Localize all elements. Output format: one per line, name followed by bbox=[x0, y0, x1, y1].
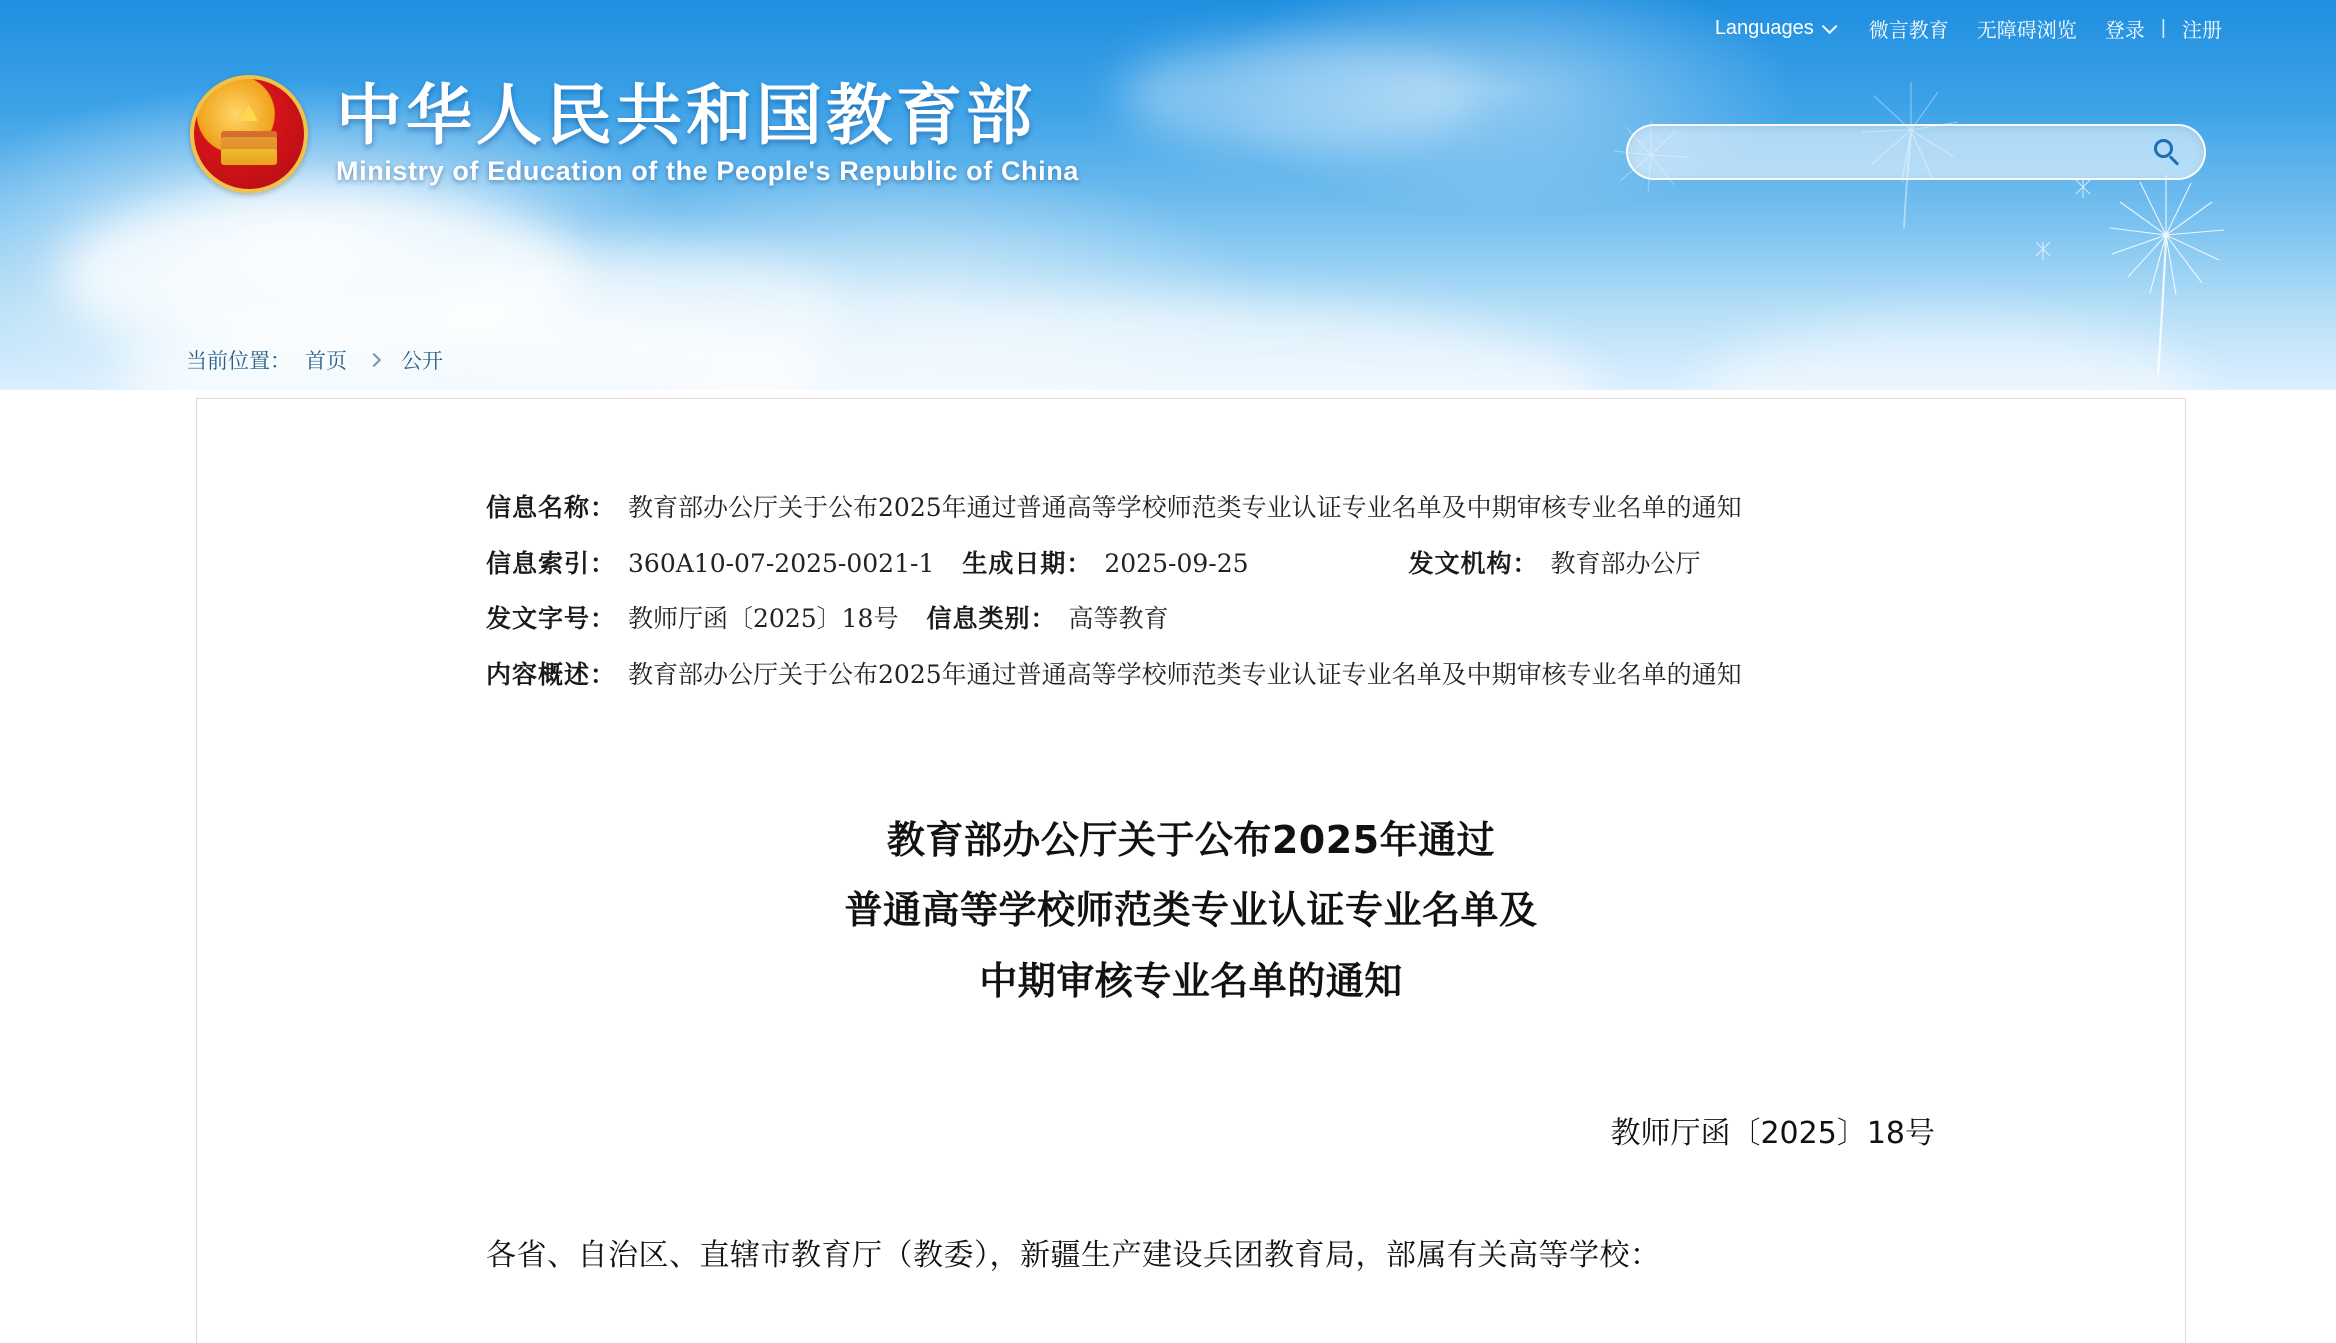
meta-label-category: 信息类别： bbox=[926, 604, 1057, 633]
national-emblem-icon bbox=[190, 75, 308, 193]
chevron-right-icon bbox=[367, 353, 381, 367]
breadcrumb-item-home[interactable]: 首页 bbox=[305, 349, 347, 373]
document-metadata bbox=[486, 399, 1896, 693]
meta-label-index: 信息索引： bbox=[486, 548, 617, 578]
document-salutation: 各省、自治区、直辖市教育厅（教委），新疆生产建设兵团教育局，部属有关高等学校： bbox=[486, 1237, 1661, 1273]
nav-login[interactable]: 登录 bbox=[2104, 20, 2145, 42]
chevron-down-icon bbox=[1822, 19, 1838, 35]
site-title-cn: 中华人民共和国教育部 bbox=[336, 75, 1036, 154]
meta-row-summary bbox=[486, 656, 1896, 694]
meta-row-docnum bbox=[486, 600, 1896, 638]
page-title bbox=[541, 805, 1841, 1016]
search-input[interactable] bbox=[1650, 139, 2152, 165]
document-panel bbox=[196, 398, 2186, 1343]
site-search[interactable] bbox=[1626, 124, 2206, 180]
breadcrumb-item-public[interactable]: 公开 bbox=[401, 349, 443, 373]
search-icon[interactable] bbox=[2152, 137, 2182, 167]
meta-value-summary: 教育部办公厅关于公布2025年通过普通高等学校师范类专业认证专业名单及中期审核专业名单的通知 bbox=[628, 659, 1742, 689]
meta-label-name: 信息名称： bbox=[486, 493, 617, 522]
meta-value-category: 高等教育 bbox=[1068, 604, 1169, 633]
meta-value-issuer: 教育部办公厅 bbox=[1550, 548, 1701, 578]
site-header-banner bbox=[0, 0, 2336, 390]
nav-weiyan-education[interactable]: 微言教育 bbox=[1868, 20, 1949, 42]
nav-accessibility[interactable]: 无障碍浏览 bbox=[1976, 20, 2077, 42]
breadcrumb-prefix: 当前位置： bbox=[186, 349, 291, 373]
nav-divider: | bbox=[2160, 17, 2166, 39]
meta-label-date: 生成日期： bbox=[962, 548, 1093, 578]
meta-value-docnum: 教师厅函〔2025〕18号 bbox=[628, 604, 899, 633]
meta-value-index: 360A10-07-2025-0021-1 bbox=[628, 548, 935, 578]
site-title-en: Ministry of Education of the People's Republic of China bbox=[336, 156, 1079, 187]
page-title-line: 普通高等学校师范类专业认证专业名单及 bbox=[844, 888, 1538, 933]
page-title-line: 中期审核专业名单的通知 bbox=[979, 958, 1403, 1003]
language-switcher-label: Languages bbox=[1714, 17, 1814, 39]
nav-register[interactable]: 注册 bbox=[2182, 20, 2222, 42]
meta-label-issuer: 发文机构： bbox=[1408, 548, 1539, 578]
language-switcher[interactable] bbox=[1701, 17, 1855, 40]
meta-label-docnum: 发文字号： bbox=[486, 604, 617, 633]
top-utility-nav bbox=[1701, 14, 2236, 43]
cloud-decoration bbox=[1700, 320, 2200, 390]
document-number: 教师厅函〔2025〕18号 bbox=[1610, 1115, 1935, 1151]
meta-label-summary: 内容概述： bbox=[486, 659, 617, 689]
meta-row-name bbox=[486, 489, 1896, 527]
site-title-block bbox=[336, 75, 1079, 187]
meta-value-name: 教育部办公厅关于公布2025年通过普通高等学校师范类专业认证专业名单及中期审核专业名单的通知 bbox=[628, 493, 1742, 522]
meta-value-date: 2025-09-25 bbox=[1104, 548, 1249, 578]
cloud-decoration bbox=[1120, 40, 1480, 150]
meta-row-index bbox=[486, 545, 1896, 583]
page-title-line: 教育部办公厅关于公布2025年通过 bbox=[886, 818, 1496, 862]
breadcrumb bbox=[186, 345, 443, 375]
site-logo[interactable] bbox=[190, 75, 1079, 193]
